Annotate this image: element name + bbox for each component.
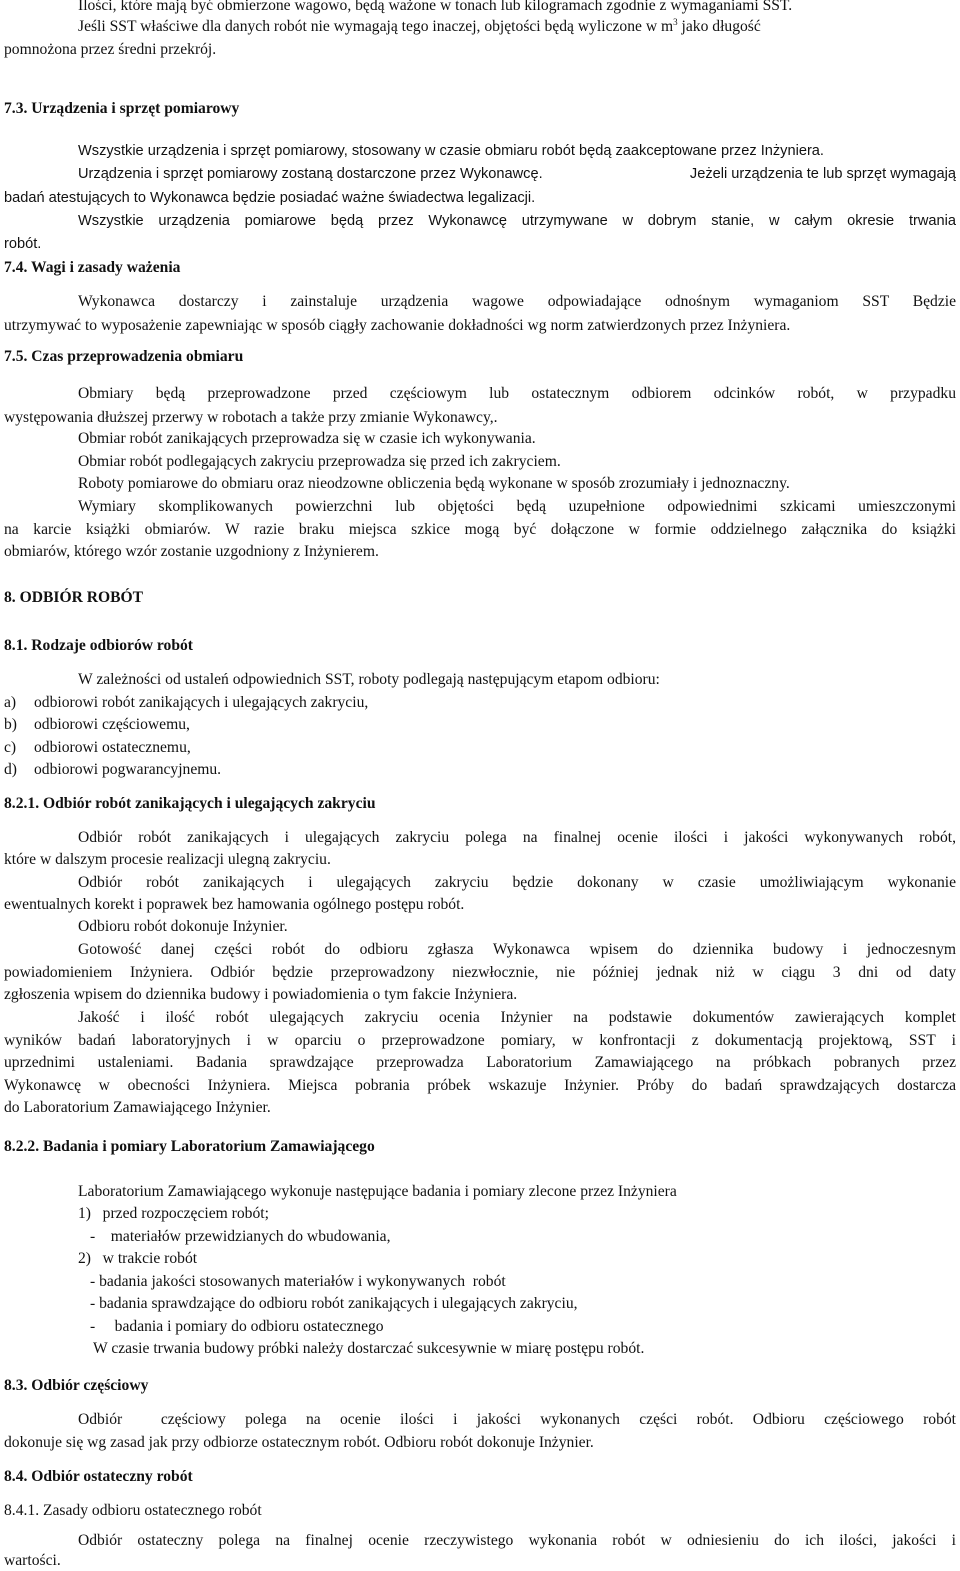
section-7-3-line: Urządzenia i sprzęt pomiarowy zostaną dostarczone przez Wykonawcę. — [78, 166, 543, 182]
section-7-3-line: Jeżeli urządzenia te lub sprzęt wymagają — [689, 166, 956, 182]
section-8-2-1-heading: 8.2.1. Odbiór robót zanikających i ulegających zakryciu — [4, 795, 376, 812]
list-marker: c) — [4, 739, 17, 756]
list-text: odbiorowi ostatecznemu, — [34, 739, 191, 756]
section-8-3-line: dokonuje się wg zasad jak przy odbiorze ostatecznym robót. Odbioru robót dokonuje Inżynier. — [4, 1434, 594, 1451]
step-1: 1) przed rozpoczęciem robót; — [78, 1205, 269, 1222]
section-8-2-2-intro: Laboratorium Zamawiającego wykonuje następujące badania i pomiary zlecone przez Inżyniera — [78, 1183, 677, 1200]
section-7-5-line: Obmiary będą przeprowadzone przed częściowym lub ostatecznym odbiorem odcinków robót, w przypadku — [78, 385, 956, 402]
section-7-5-line: obmiarów, którego wzór zostanie uzgodniony z Inżynierem. — [4, 543, 379, 560]
section-7-5-line: występowania dłuższej przerwy w robotach a także przy zmianie Wykonawcy,. — [4, 409, 498, 426]
intro-line-2 — [78, 17, 956, 37]
section-7-4-line: Wykonawca dostarczy i zainstaluje urządzenia wagowe odpowiadające odnośnym wymaganiom SST Będzie — [78, 293, 956, 310]
section-7-3-heading: 7.3. Urządzenia i sprzęt pomiarowy — [4, 100, 240, 117]
section-7-5-line: Obmiar robót podlegających zakryciu przeprowadza się przed ich zakryciem. — [78, 453, 561, 470]
section-7-5-line: Roboty pomiarowe do obmiaru oraz nieodzowne obliczenia będą wykonane w sposób zrozumiały i jednoznaczny. — [78, 475, 790, 492]
list-item — [4, 715, 960, 735]
section-8-4-heading: 8.4. Odbiór ostateczny robót — [4, 1468, 193, 1485]
list-marker: d) — [4, 761, 17, 778]
section-8-2-1-line: zgłoszenia wpisem do dziennika budowy i powiadomienia o tym fakcie Inżyniera. — [4, 986, 518, 1003]
list-item — [4, 760, 960, 780]
section-7-3-line: Wszystkie urządzenia i sprzęt pomiarowy, stosowany w czasie obmiaru robót będą zaakceptowane przez Inżyniera. — [78, 143, 824, 159]
section-8-2-1-line: Odbiór robót zanikających i ulegających zakryciu będzie dokonany w czasie umożliwiającym wykonanie — [78, 874, 956, 891]
section-8-2-1-line: Gotowość danej części robót do odbioru zgłasza Wykonawca wpisem do dziennika budowy i jednoczesnym — [78, 941, 956, 958]
section-8-1-heading: 8.1. Rodzaje odbiorów robót — [4, 637, 193, 654]
section-8-2-1-line: ewentualnych korekt i poprawek bez hamowania ogólnego postępu robót. — [4, 896, 465, 913]
section-8-2-1-line: Odbioru robót dokonuje Inżynier. — [78, 918, 288, 935]
section-8-heading: 8. ODBIÓR ROBÓT — [4, 589, 144, 606]
section-7-3-line: Wszystkie urządzenia pomiarowe będą przez Wykonawcę utrzymywane w dobrym stanie, w całym okresie trwania — [78, 213, 956, 229]
step-2-item: - badania jakości stosowanych materiałów i wykonywanych robót — [90, 1273, 506, 1290]
intro-line-3: pomnożona przez średni przekrój. — [4, 41, 217, 58]
section-8-2-1-line: Jakość i ilość robót ulegających zakryciu ocenia Inżynier na podstawie dokumentów zawierających komplet — [78, 1009, 956, 1026]
step-2-item: - badania i pomiary do odbioru ostatecznego — [90, 1318, 384, 1335]
section-8-2-1-line: Wykonawcę w obecności Inżyniera. Miejsca pobrania próbek wskazuje Inżynier. Próby do badań sprawdzających dostarcza — [4, 1077, 956, 1094]
list-marker: a) — [4, 694, 17, 711]
section-7-4-heading: 7.4. Wagi i zasady ważenia — [4, 259, 181, 276]
section-7-5-line: Wymiary skomplikowanych powierzchni lub objętości będą uzupełnione odpowiednimi szkicami umieszczonymi — [78, 498, 956, 515]
section-8-3-line: Odbiór częściowy polega na ocenie ilości i jakości wykonanych części robót. Odbioru częściowego robót — [78, 1411, 956, 1428]
section-8-2-1-line: Odbiór robót zanikających i ulegających zakryciu polega na finalnej ocenie ilości i jakości wykonywanych robót, — [78, 829, 956, 846]
intro-line-2-tail: jako długość — [677, 18, 761, 35]
intro-line-1: Ilości, które mają być obmierzone wagowo, będą ważone w tonach lub kilogramach zgodnie z wymaganiami SST. — [78, 0, 793, 14]
section-8-2-2-heading: 8.2.2. Badania i pomiary Laboratorium Zamawiającego — [4, 1138, 375, 1155]
section-8-1-intro: W zależności od ustaleń odpowiednich SST, roboty podlegają następującym etapom odbioru: — [78, 671, 660, 688]
section-8-4-1-heading: 8.4.1. Zasady odbioru ostatecznego robót — [4, 1502, 262, 1519]
section-8-2-1-line: powiadomieniem Inżyniera. Odbiór będzie przeprowadzony niezwłocznie, nie później jednak niż w ciągu 3 dni od daty — [4, 964, 956, 981]
list-text: odbiorowi robót zanikających i ulegających zakryciu, — [34, 694, 369, 711]
section-7-3-line: robót. — [4, 236, 42, 252]
section-7-5-line: Obmiar robót zanikających przeprowadza się w czasie ich wykonywania. — [78, 430, 536, 447]
section-8-4-1-line: wartości. — [4, 1552, 61, 1569]
list-text: odbiorowi pogwarancyjnemu. — [34, 761, 222, 778]
section-8-4-1-line: Odbiór ostateczny polega na finalnej ocenie rzeczywistego wykonania robót w odniesieniu do ich ilości, jakości i — [78, 1532, 956, 1549]
list-item — [4, 693, 960, 713]
section-8-2-1-line: które w dalszym procesie realizacji ulegną zakryciu. — [4, 851, 331, 868]
superscript-3: 3 — [673, 17, 678, 27]
section-7-4-line: utrzymywać to wyposażenie zapewniając w sposób ciągły zachowanie dokładności wg norm zatwierdzonych przez Inżyniera. — [4, 317, 791, 334]
step-2-item: - badania sprawdzające do odbioru robót zanikających i ulegających zakryciu, — [90, 1295, 578, 1312]
section-8-2-1-line: uprzednimi ustaleniami. Badania sprawdzające przeprowadza Laboratorium Zamawiającego na próbkach pobranych przez — [4, 1054, 956, 1071]
section-8-2-1-line: do Laboratorium Zamawiającego Inżynier. — [4, 1099, 271, 1116]
list-text: odbiorowi częściowemu, — [34, 716, 190, 733]
intro-line-2-text: Jeśli SST właściwe dla danych robót nie wymagają tego inaczej, objętości będą wyliczone w m — [78, 18, 674, 35]
section-8-2-2-closing: W czasie trwania budowy próbki należy dostarczać sukcesywnie w miarę postępu robót. — [93, 1340, 645, 1357]
list-item — [4, 738, 960, 758]
list-marker: b) — [4, 716, 17, 733]
section-7-5-line: na karcie książki obmiarów. W razie braku miejsca szkice mogą być dołączone w formie oddzielnego załącznika do książki — [4, 521, 956, 538]
section-7-5-heading: 7.5. Czas przeprowadzenia obmiaru — [4, 348, 244, 365]
section-8-2-1-line: wyników badań laboratoryjnych i w oparciu o przeprowadzone pomiary, w konfrontacji z dokumentacją projektową, SST i — [4, 1032, 956, 1049]
section-7-3-line: badań atestujących to Wykonawca będzie posiadać ważne świadectwa legalizacji. — [4, 190, 536, 206]
step-1-item: - materiałów przewidzianych do wbudowania, — [90, 1228, 391, 1245]
step-2: 2) w trakcie robót — [78, 1250, 198, 1267]
section-8-3-heading: 8.3. Odbiór częściowy — [4, 1377, 149, 1394]
